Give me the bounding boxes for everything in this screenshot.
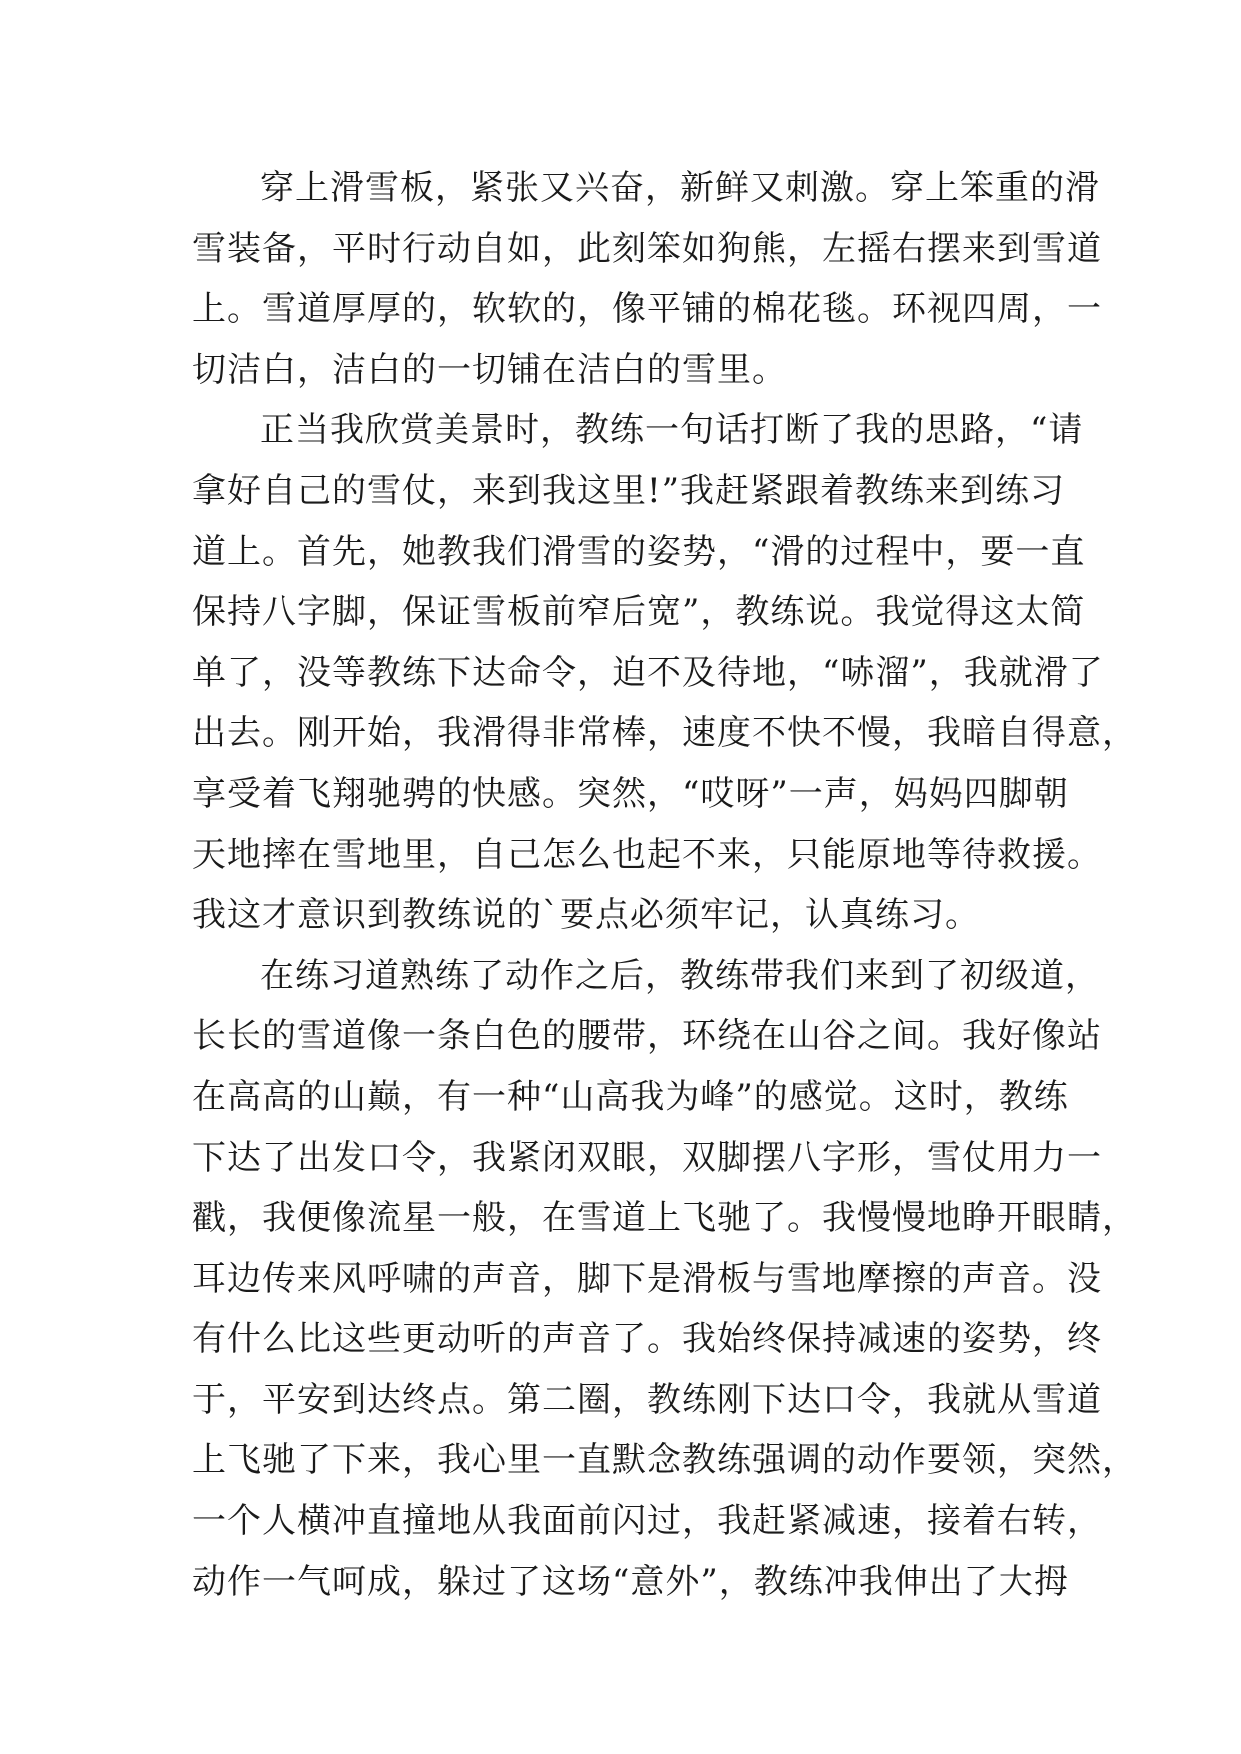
paragraph-3-line-10: 一个人横冲直撞地从我面前闪过，我赶紧减速，接着右转， xyxy=(192,1501,1102,1542)
paragraph-3-line-6: 耳边传来风呼啸的声音，脚下是滑板与雪地摩擦的声音。没 xyxy=(192,1258,1102,1299)
paragraph-1-line-2: 雪装备，平时行动自如，此刻笨如狗熊，左摇右摆来到雪道 xyxy=(192,228,1102,269)
paragraph-3-line-3: 在高高的山巅，有一种“山高我为峰”的感觉。这时，教练 xyxy=(192,1076,1069,1117)
paragraph-3-line-8: 于，平安到达终点。第二圈，教练刚下达口令，我就从雪道 xyxy=(192,1379,1102,1420)
paragraph-3-line-11: 动作一气呵成，躲过了这场“意外”，教练冲我伸出了大拇 xyxy=(192,1561,1069,1602)
paragraph-3-line-7: 有什么比这些更动听的声音了。我始终保持减速的姿势，终 xyxy=(192,1319,1102,1360)
paragraph-1-line-1: 穿上滑雪板，紧张又兴奋，新鲜又刺激。穿上笨重的滑 xyxy=(260,168,1100,208)
paragraph-2-line-6: 出去。刚开始，我滑得非常棒，速度不快不慢，我暗自得意， xyxy=(192,713,1137,754)
paragraph-3-line-9: 上飞驰了下来，我心里一直默念教练强调的动作要领，突然， xyxy=(192,1440,1137,1481)
paragraph-3-line-2: 长长的雪道像一条白色的腰带，环绕在山谷之间。我好像站 xyxy=(192,1016,1102,1057)
essay-body xyxy=(192,158,1137,1612)
paragraph-3-line-4: 下达了出发口令，我紧闭双眼，双脚摆八字形，雪仗用力一 xyxy=(192,1137,1102,1178)
paragraph-2-line-8: 天地摔在雪地里，自己怎么也起不来，只能原地等待救援。 xyxy=(192,834,1102,875)
paragraph-2-line-2: 拿好自己的雪仗，来到我这里!”我赶紧跟着教练来到练习 xyxy=(192,470,1066,511)
paragraph-1-line-4: 切洁白，洁白的一切铺在洁白的雪里。 xyxy=(192,349,787,390)
paragraph-2-line-9: 我这才意识到教练说的`要点必须牢记，认真练习。 xyxy=(192,895,980,936)
paragraph-3-line-5: 戳，我便像流星一般，在雪道上飞驰了。我慢慢地睁开眼睛， xyxy=(192,1198,1137,1239)
paragraph-1-line-3: 上。雪道厚厚的，软软的，像平铺的棉花毯。环视四周，一 xyxy=(192,289,1102,330)
paragraph-2-line-5: 单了，没等教练下达命令，迫不及待地，“哧溜”，我就滑了 xyxy=(192,652,1104,693)
paragraph-2-line-7: 享受着飞翔驰骋的快感。突然，“哎呀”一声，妈妈四脚朝 xyxy=(192,773,1069,814)
paragraph-2-line-3: 道上。首先，她教我们滑雪的姿势，“滑的过程中，要一直 xyxy=(192,531,1086,572)
paragraph-3-line-1: 在练习道熟练了动作之后，教练带我们来到了初级道， xyxy=(260,955,1100,996)
paragraph-2-line-4: 保持八字脚，保证雪板前窄后宽”，教练说。我觉得这太简 xyxy=(192,592,1086,633)
paragraph-2-line-1: 正当我欣赏美景时，教练一句话打断了我的思路，“请 xyxy=(260,410,1084,451)
